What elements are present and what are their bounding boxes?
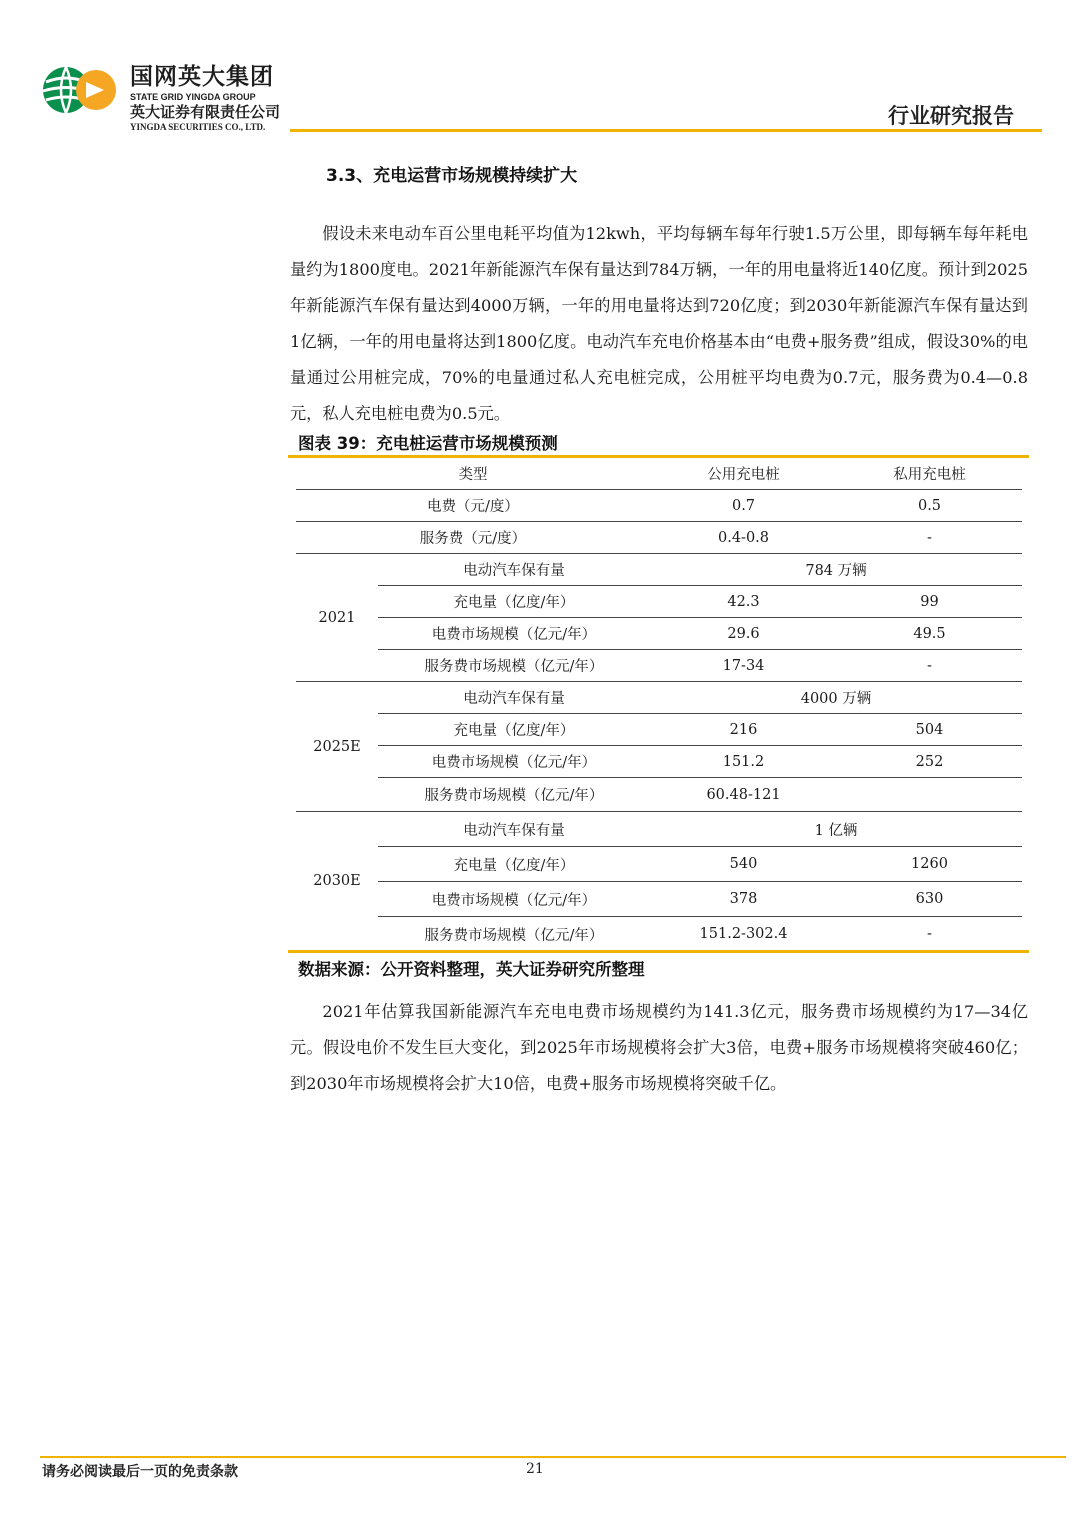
figure-title: 图表 39：充电桩运营市场规模预测 — [298, 434, 558, 453]
table-row — [296, 812, 1022, 847]
vehicles-value: 784 万辆 — [650, 554, 1022, 586]
brand-name-company-en: YINGDA SECURITIES CO., LTD. — [130, 122, 266, 132]
cell-private: - — [927, 926, 932, 942]
cell-private: 1260 — [837, 847, 1022, 882]
cell-public: 29.6 — [650, 618, 837, 650]
cell-public: 151.2 — [650, 746, 837, 778]
row-label: 充电量（亿度/年） — [378, 586, 650, 618]
vehicles-value: 1 亿辆 — [650, 812, 1022, 847]
table-row — [296, 882, 1022, 917]
header-type: 类型 — [296, 458, 650, 490]
vehicles-value: 4000 万辆 — [650, 682, 1022, 714]
cell-private: 252 — [837, 746, 1022, 778]
row-label: 服务费市场规模（亿元/年） — [378, 778, 650, 812]
table-row — [296, 714, 1022, 746]
table-row — [296, 586, 1022, 618]
paragraph-assumptions: 假设未来电动车百公里电耗平均值为12kwh，平均每辆车每年行驶1.5万公里，即每辆车每年耗电量约为1800度电。2021年新能源汽车保有量达到784万辆，一年的用电量将近140亿度。预计到2025年新能源汽车保有量达到4000万辆，一年的用电量将达到720亿度；到2030年新能源汽车保有量达到1亿辆，一年的用电量将达到1800亿度。电动汽车充电价格基本由“电费+服务费”组成，假设30%的电量通过公用桩完成，70%的电量通过私人充电桩完成，公用桩平均电费为0.7元，服务费为0.4—0.8元，私人充电桩电费为0.5元。 — [290, 224, 1028, 423]
table-row — [296, 650, 1022, 682]
header-private: 私用充电桩 — [837, 458, 1022, 490]
row-label: 电动汽车保有量 — [378, 682, 650, 714]
table-row — [296, 847, 1022, 882]
page-number: 21 — [526, 1461, 544, 1477]
company-logo — [40, 64, 120, 116]
row-label: 电费市场规模（亿元/年） — [378, 882, 650, 917]
row-label: 服务费市场规模（亿元/年） — [378, 650, 650, 682]
cell-public: 17-34 — [650, 650, 837, 682]
brand-block — [130, 66, 280, 132]
market-size-table — [296, 458, 1022, 952]
cell-public: 42.3 — [650, 586, 837, 618]
cell-public: 540 — [650, 847, 837, 882]
table-row — [296, 618, 1022, 650]
table-row — [296, 917, 1022, 952]
row-label: 电动汽车保有量 — [378, 554, 650, 586]
table-row — [296, 682, 1022, 714]
year-cell: 2021 — [296, 554, 378, 682]
cell-private: 630 — [837, 882, 1022, 917]
section-title: 3.3、充电运营市场规模持续扩大 — [326, 166, 578, 186]
cell-private: - — [837, 522, 1022, 554]
cell-public: 151.2-302.4 — [699, 926, 788, 942]
header-public: 公用充电桩 — [650, 458, 837, 490]
table-header-row — [296, 458, 1022, 490]
table-row — [296, 746, 1022, 778]
brand-name-company: 英大证券有限责任公司 — [130, 103, 281, 121]
table-row — [296, 554, 1022, 586]
row-label: 电费（元/度） — [296, 490, 650, 522]
figure-source: 数据来源：公开资料整理，英大证券研究所整理 — [298, 960, 645, 979]
cell-public: 216 — [650, 714, 837, 746]
row-label: 服务费市场规模（亿元/年） — [424, 927, 604, 944]
brand-name-group: 国网英大集团 — [130, 64, 274, 90]
brand-name-group-en: STATE GRID YINGDA GROUP — [130, 92, 256, 102]
cell-public: 0.4-0.8 — [650, 522, 837, 554]
row-label: 电费市场规模（亿元/年） — [378, 746, 650, 778]
cell-public: 0.7 — [650, 490, 837, 522]
header-divider — [290, 129, 1042, 132]
row-label: 电费市场规模（亿元/年） — [378, 618, 650, 650]
table-row — [296, 522, 1022, 554]
year-cell: 2025E — [296, 682, 378, 812]
year-cell: 2030E — [296, 812, 378, 952]
cell-public: 378 — [650, 882, 837, 917]
row-label: 充电量（亿度/年） — [378, 714, 650, 746]
figure-bottom-rule — [288, 950, 1029, 953]
row-label: 服务费（元/度） — [296, 522, 650, 554]
row-label: 充电量（亿度/年） — [378, 847, 650, 882]
cell-private: 504 — [837, 714, 1022, 746]
footer-disclaimer: 请务必阅读最后一页的免责条款 — [42, 1464, 238, 1480]
cell-public: 60.48-121 — [650, 778, 837, 812]
row-label: 电动汽车保有量 — [378, 812, 650, 847]
cell-private: 49.5 — [837, 618, 1022, 650]
cell-private: 99 — [837, 586, 1022, 618]
report-type: 行业研究报告 — [888, 104, 1014, 128]
cell-private: 0.5 — [837, 490, 1022, 522]
table-row — [296, 490, 1022, 522]
footer-divider — [40, 1456, 1066, 1458]
cell-private: - — [837, 650, 1022, 682]
paragraph-market-estimate: 2021年估算我国新能源汽车充电电费市场规模约为141.3亿元，服务费市场规模约为17—34亿元。假设电价不发生巨大变化，到2025年市场规模将会扩大3倍，电费+服务市场规模将突破460亿；到2030年市场规模将会扩大10倍，电费+服务市场规模将突破千亿。 — [290, 1002, 1028, 1093]
table-row — [296, 778, 1022, 812]
cell-private — [837, 778, 1022, 812]
